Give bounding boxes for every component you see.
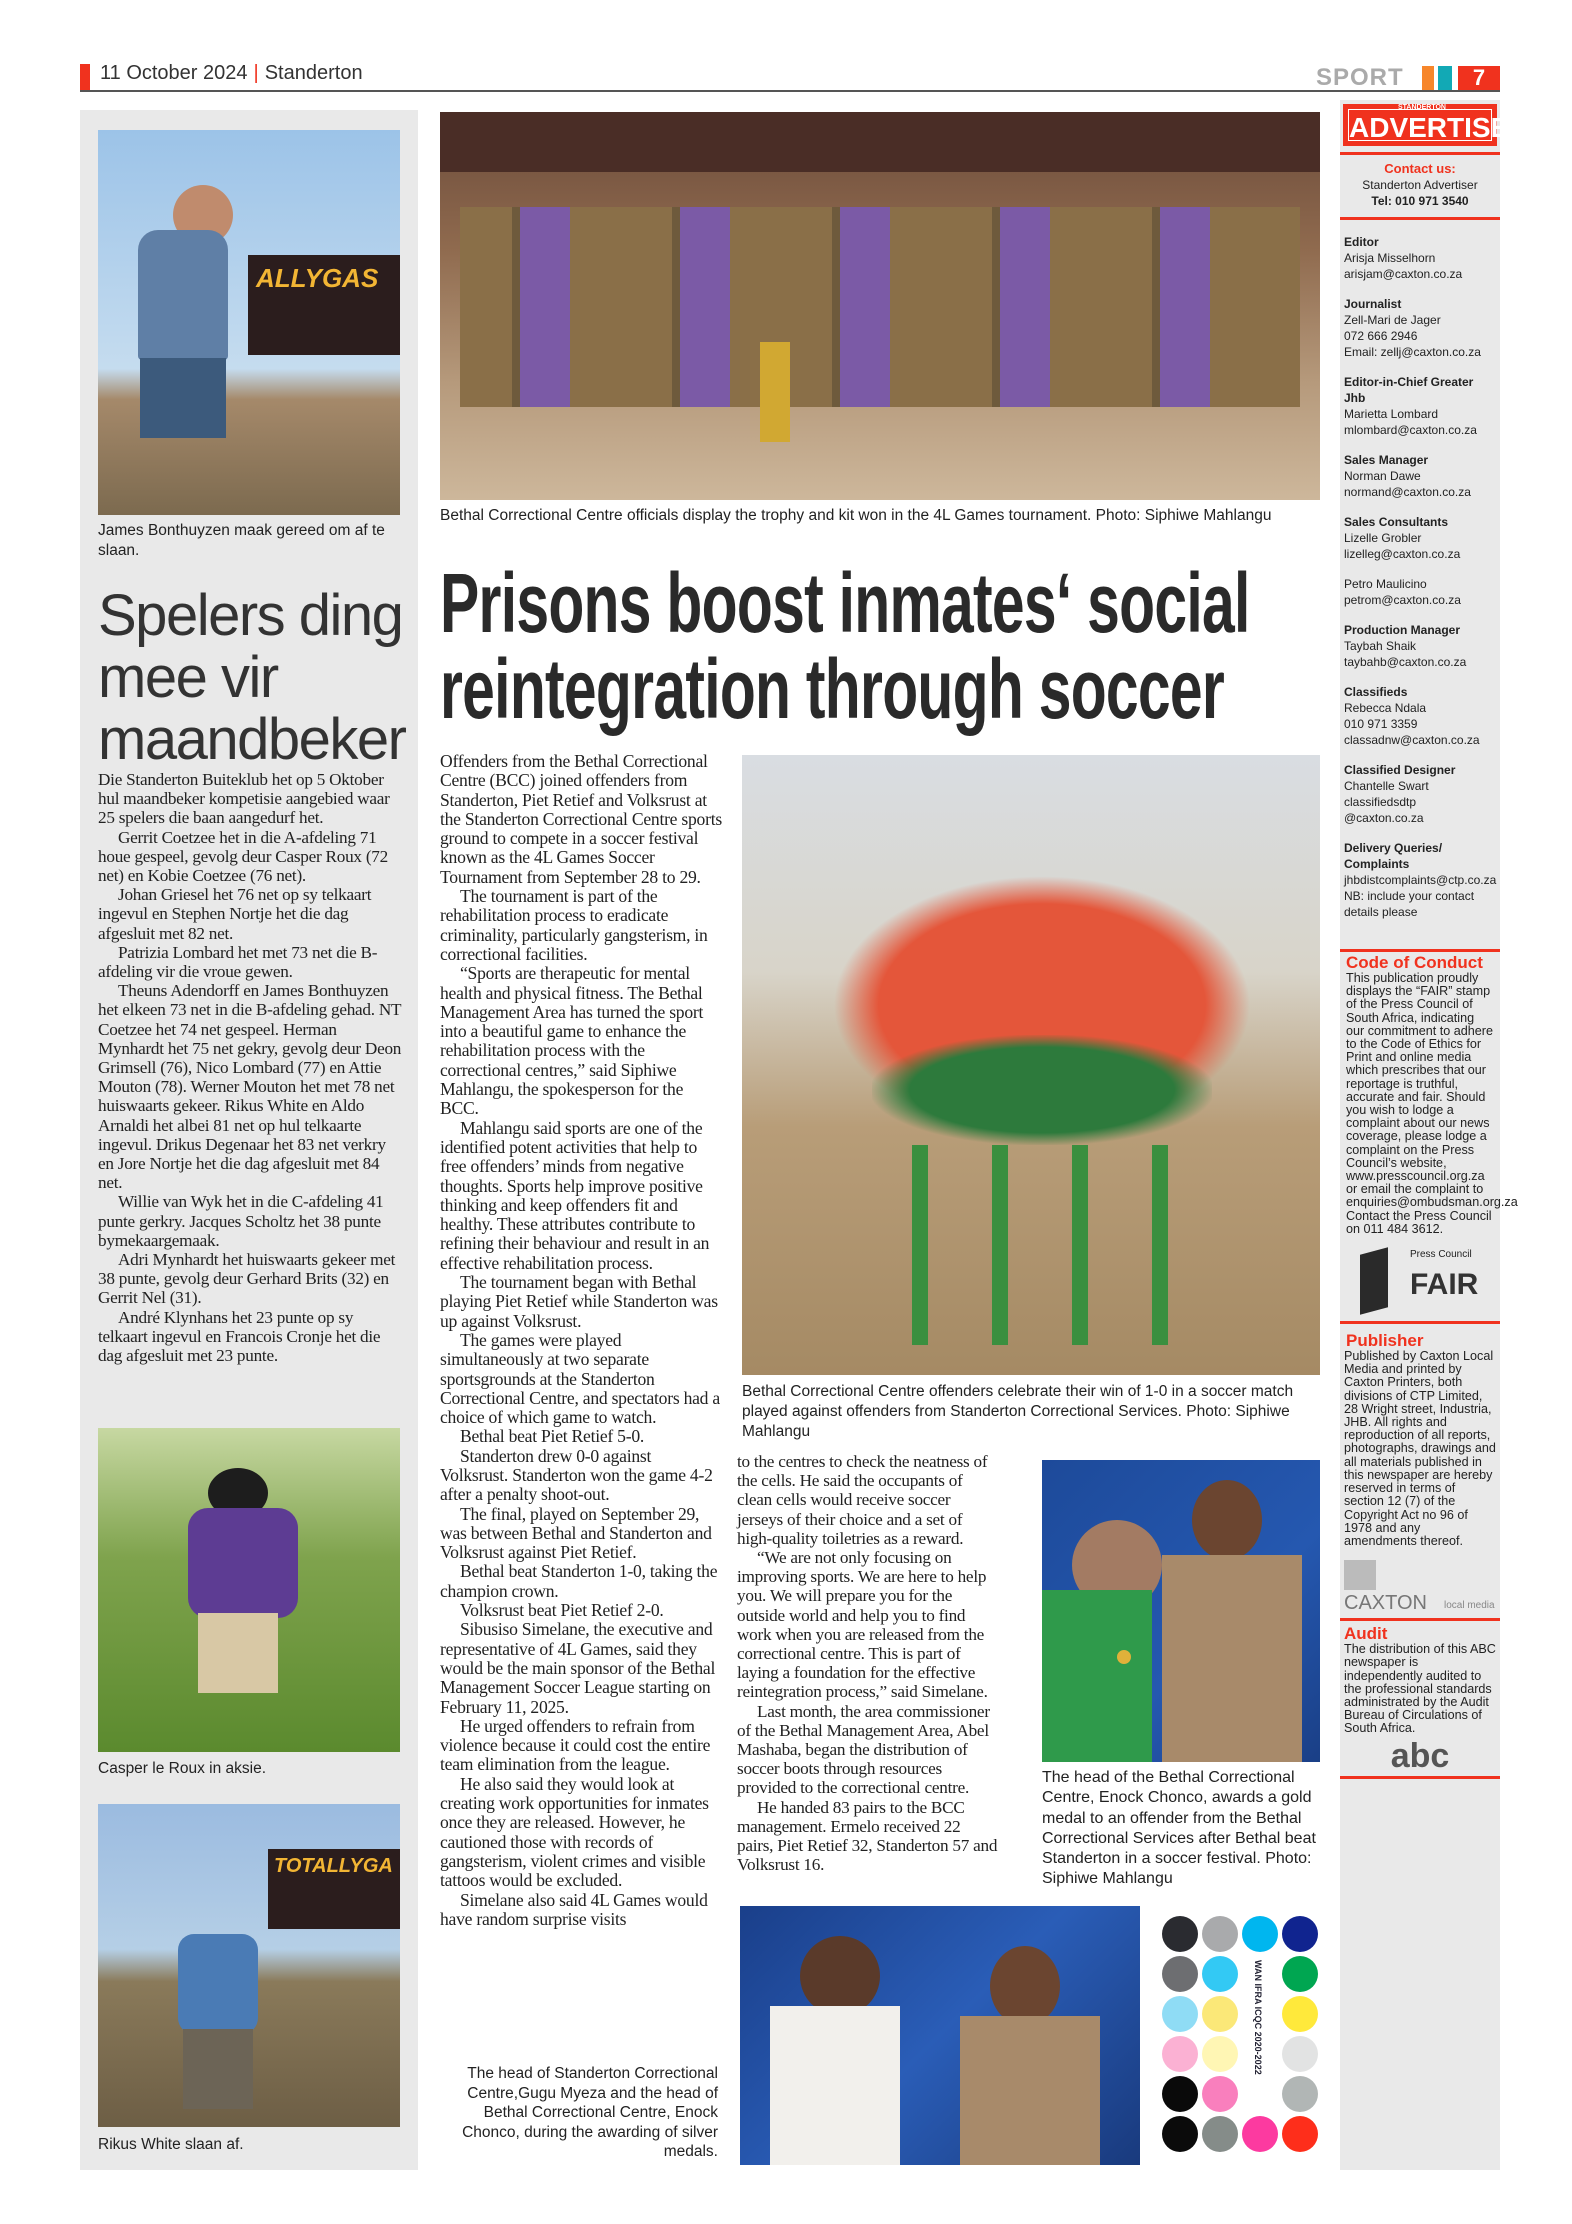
audit-title: Audit <box>1344 1624 1388 1644</box>
divider <box>1340 217 1500 220</box>
color-swatch <box>1242 1916 1278 1952</box>
photo-caption: The head of Standerton Correctional Centre,Gugu Myeza and the head of Bethal Correctional Centre, Enock Chonco, during the awarding of silver medals. <box>462 2065 718 2160</box>
staff-detail: 010 971 3359 <box>1344 717 1418 731</box>
photo-caption: Casper le Roux in aksie. <box>98 1760 266 1777</box>
contact-title: Contact us: <box>1384 161 1456 176</box>
staff-detail: Norman Dawe <box>1344 469 1421 483</box>
staff-entry <box>1340 514 1500 562</box>
staff-role: Sales Consultants <box>1344 515 1449 529</box>
staff-role: Editor-in-Chief Greater Jhb <box>1344 375 1474 405</box>
staff-detail: Rebecca Ndala <box>1344 701 1427 715</box>
code-of-conduct-title: Code of Conduct <box>1346 953 1483 972</box>
wan-ifra-label: WAN IFRA ICQC 2020-2022 <box>1253 1960 1263 2075</box>
publisher-title: Publisher <box>1346 1331 1424 1351</box>
paragraph: Adri Mynhardt het huiswaarts gekeer met 38 punte, gevolg deur Gerhard Brits (32) en Gerrit Nel (31). <box>98 1250 396 1308</box>
golfer-trousers <box>183 2029 253 2109</box>
fair-mark-icon <box>1360 1247 1388 1315</box>
header-dateline <box>100 62 363 85</box>
staff-entry <box>1340 762 1500 826</box>
photo-caption: Rikus White slaan af. <box>98 2136 244 2153</box>
abc-logo: abc <box>1390 1736 1450 1775</box>
golfer-teeoff-photo <box>98 1804 400 2127</box>
color-swatch <box>1202 1916 1238 1952</box>
paragraph: The final, played on September 29, was between Bethal and Standerton and Volksrust against Piet Retief. <box>440 1503 712 1563</box>
section-label: SPORT <box>1316 64 1404 91</box>
headline-line: Prisons boost inmates‘ social <box>440 556 1250 650</box>
paragraph: Volksrust beat Piet Retief 2-0. <box>460 1600 664 1621</box>
staff-detail: lizelleg@caxton.co.za <box>1344 547 1461 561</box>
paragraph: The tournament is part of the rehabilitation process to eradicate criminality, particularly gangsterism, in correctional facilities. <box>440 886 708 964</box>
color-swatch <box>1202 1996 1238 2032</box>
paragraph: Bethal beat Piet Retief 5-0. <box>460 1426 645 1447</box>
staff-entry <box>1340 296 1500 360</box>
paragraph: Mahlangu said sports are one of the identified potent activities that help to free offenders’ minds from negative thoughts. Sports help improve positive thinking and keep offenders fit and healthy. These attributes contribute to refining their behaviour and result in an effective rehabilitation process. <box>440 1117 710 1273</box>
soccer-celebration-photo <box>742 755 1320 1375</box>
golfer-shorts <box>198 1613 278 1693</box>
billboard-sign: TOTALLYGA <box>268 1849 400 1929</box>
golfer-shirt <box>188 1508 298 1618</box>
photo-caption: Bethal Correctional Centre officials display the trophy and kit won in the 4L Games tournament. Photo: Siphiwe Mahlangu <box>440 507 1272 524</box>
golfer-shirt <box>138 230 228 360</box>
advertiser-logo <box>1343 104 1530 146</box>
staff-detail: normand@caxton.co.za <box>1344 485 1471 499</box>
story-headline: Spelers ding mee vir maandbeker <box>98 583 406 772</box>
silver-medals-photo <box>740 1906 1140 2165</box>
audit-text: The distribution of this ABC newspaper is independently audited to the professional standards administrated by the Audit Bureau of Circulations of South Africa. <box>1344 1642 1496 1736</box>
staff-detail: Taybah Shaik <box>1344 639 1417 653</box>
press-council-fair-logo <box>1340 1236 1500 1321</box>
staff-detail: @caxton.co.za <box>1344 811 1424 825</box>
caxton-text: CAXTON <box>1344 1592 1427 1615</box>
header-accent-bar <box>80 64 90 90</box>
staff-detail: 072 666 2946 <box>1344 329 1418 343</box>
fair-small-text: Press Council <box>1410 1249 1472 1261</box>
color-swatch <box>1202 2076 1238 2112</box>
gold-medal <box>1117 1650 1131 1664</box>
staff-role: Editor <box>1344 235 1379 249</box>
separator: | <box>253 62 259 84</box>
staff-detail: taybahb@caxton.co.za <box>1344 655 1467 669</box>
photo-caption: Bethal Correctional Centre offenders celebrate their win of 1-0 in a soccer match played against offenders from Standerton Correctional Services. Photo: Siphiwe Mahlangu <box>742 1383 1294 1440</box>
caxton-mark-icon <box>1344 1560 1376 1590</box>
color-swatch <box>1282 2036 1318 2072</box>
color-swatch <box>1162 1956 1198 1992</box>
staff-role: Delivery Queries/ Complaints <box>1344 841 1443 871</box>
article-column-1 <box>440 752 722 1929</box>
paragraph: The tournament began with Bethal playing Piet Retief while Standerton was up against Volksrust. <box>440 1272 718 1331</box>
paragraph: He urged offenders to refrain from violence because it could cost the entire team elimination from the league. <box>440 1715 711 1775</box>
color-swatch <box>1162 2036 1198 2072</box>
paragraph: “We are not only focusing on improving sports. We are here to help you. We will prepare you for the outside world and help you to find work when you are released from the correctional centre. This is part of laying a foundation for the effective reintegration process,” said Simelane. <box>737 1548 988 1702</box>
staff-entry <box>1340 684 1500 748</box>
official-uniform <box>1162 1555 1302 1762</box>
color-swatch <box>1162 2116 1198 2152</box>
building-roof <box>440 112 1320 172</box>
logo-text: ADVERTISER <box>1348 109 1492 141</box>
code-of-conduct-text: This publication proudly displays the “FAIR” stamp of the Press Council of South Africa, indicating our commitment to adhere to the Code of Ethics for Print and online media which prescribes that our reportage is truthful, accurate and fair. Should you wish to lodge a complaint about our news coverage, please lodge a complaint on the Press Council’s website, www.presscouncil.org.za or email the complaint to enquiries@ombudsman.org.za Contact the Press Council on 011 484 3612. <box>1346 971 1518 1236</box>
officials-trophy-photo <box>440 112 1320 500</box>
staff-detail: arisjam@caxton.co.za <box>1344 267 1463 281</box>
staff-detail: Email: zellj@caxton.co.za <box>1344 345 1481 359</box>
staff-entry <box>1340 840 1500 920</box>
paragraph: Standerton drew 0-0 against Volksrust. Standerton won the game 4-2 after a penalty shoot-out. <box>440 1445 713 1505</box>
paragraph: to the centres to check the neatness of the cells. He said the occupants of clean cells would receive soccer jerseys of their choice and a set of high-quality toiletries as a reward. <box>737 1452 988 1548</box>
players-socks <box>882 1145 1182 1345</box>
staff-detail: NB: include your contact details please <box>1344 889 1475 919</box>
golfer-shorts <box>140 358 226 438</box>
paragraph: Last month, the area commissioner of the Bethal Management Area, Abel Mashaba, began the distribution of soccer boots through resources provided to the correctional centre. <box>737 1701 990 1798</box>
staff-detail: petrom@caxton.co.za <box>1344 593 1461 607</box>
logo-tag: STANDERTON <box>1395 104 1449 111</box>
edition-location: Standerton <box>264 62 363 84</box>
staff-detail: Arisja Misselhorn <box>1344 251 1436 265</box>
contact-phone: Tel: 010 971 3540 <box>1371 194 1469 208</box>
paragraph: André Klynhans het 23 punte op sy telkaart ingevul en Francois Cronje het die dag afgesluit met 23 punte. <box>98 1307 381 1366</box>
billboard-sign: ALLYGAS <box>248 255 400 355</box>
staff-entry <box>1340 374 1500 438</box>
golfer-putting-photo <box>98 1428 400 1752</box>
fair-text: FAIR <box>1410 1268 1479 1302</box>
staff-detail: Petro Maulicino <box>1344 577 1427 591</box>
staff-role: Journalist <box>1344 297 1402 311</box>
contact-name: Standerton Advertiser <box>1362 178 1478 192</box>
staff-detail: jhbdistcomplaints@ctp.co.za <box>1344 873 1497 887</box>
staff-role: Sales Manager <box>1344 453 1429 467</box>
staff-role: Classified Designer <box>1344 763 1456 777</box>
color-swatch <box>1282 1956 1318 1992</box>
color-swatch <box>1282 1996 1318 2032</box>
official-head <box>1192 1480 1262 1560</box>
color-swatch <box>1162 1996 1198 2032</box>
paragraph: “Sports are therapeutic for mental health and physical fitness. The Bethal Management Area has turned the sport into a beautiful game to enhance the rehabilitation process with the correctional centres,” said Siphiwe Mahlangu, the spokesperson for the BCC. <box>440 963 704 1119</box>
staff-list <box>1340 234 1500 949</box>
issue-date: 11 October 2024 <box>100 62 248 84</box>
man-head <box>990 1946 1060 2026</box>
staff-detail: mlombard@caxton.co.za <box>1344 423 1477 437</box>
staff-detail: classadnw@caxton.co.za <box>1344 733 1480 747</box>
photo-caption: James Bonthuyzen maak gereed om af te slaan. <box>98 522 385 559</box>
staff-role: Classifieds <box>1344 685 1408 699</box>
paragraph: Willie van Wyk het in die C-afdeling 41 punte gerkry. Jacques Scholtz het 38 punte bymekaargemaak. <box>98 1192 384 1250</box>
paragraph: Offenders from the Bethal Correctional Centre (BCC) joined offenders from Standerton, Piet Retief and Volksrust at the Standerton Correctional Centre sports ground to compete in a soccer festival known as the 4L Games Soccer Tournament from September 28 to 29. <box>440 751 722 887</box>
article-column-2 <box>737 1452 999 1874</box>
article-headline <box>440 556 1280 736</box>
staff-detail: Marietta Lombard <box>1344 407 1439 421</box>
color-swatch <box>1202 2036 1238 2072</box>
staff-role: Production Manager <box>1344 623 1461 637</box>
paragraph: He handed 83 pairs to the BCC management. Ermelo received 22 pairs, Piet Retief 32, Standerton 57 and Volksrust 16. <box>737 1797 998 1875</box>
paragraph: Sibusiso Simelane, the executive and representative of 4L Games, said they would be the main sponsor of the Bethal Management Soccer League starting on February 11, 2025. <box>440 1619 716 1717</box>
caxton-sub: local media <box>1444 1600 1495 1612</box>
golfer-swing-photo <box>98 130 400 515</box>
header-rule <box>80 90 1500 92</box>
woman-shirt <box>770 2006 900 2165</box>
staff-detail: Lizelle Grobler <box>1344 531 1422 545</box>
paragraph: Bethal beat Standerton 1-0, taking the champion crown. <box>440 1561 718 1601</box>
print-color-control-chart <box>1156 1908 1324 2162</box>
staff-entry <box>1340 622 1500 670</box>
paragraph: Johan Griesel het 76 net op sy telkaart ingevul en Stephen Nortje het die dag afgesluit met 82 net. <box>98 885 372 943</box>
staff-entry <box>1340 452 1500 500</box>
color-swatch <box>1242 2116 1278 2152</box>
contact-block <box>1340 155 1500 217</box>
players-green-shorts <box>872 1035 1212 1145</box>
color-swatch <box>1282 2116 1318 2152</box>
paragraph: Simelane also said 4L Games would have random surprise visits <box>440 1889 708 1929</box>
officials-group <box>460 207 1300 407</box>
caxton-logo <box>1340 1548 1500 1618</box>
staff-detail: Zell-Mari de Jager <box>1344 313 1441 327</box>
color-swatch <box>1162 1916 1198 1952</box>
paragraph: Theuns Adendorff en James Bonthuyzen het elkeen 73 net in die B-afdeling gehad. NT Coetzee het 74 net gespeel. Herman Mynhardt het 75 net gekry, gevolg deur Deon Grimsell (76), Nico Lombard (77) en Attie Mouton (78). Werner Mouton het met 78 net huiswaarts gekeer. Rikus White en Aldo Arnaldi het albei 81 net op hul telkaarte ingevul. Drikus Degenaar het 83 net verkry en Jore Nortje het die dag afgesluit met 84 net. <box>98 981 402 1193</box>
headline-line: reintegration through soccer <box>440 642 1225 736</box>
golfer-shirt <box>178 1934 258 2034</box>
paragraph: The games were played simultaneously at two separate sportsgrounds at the Standerton Correctional Centre, and spectators had a choice of which game to watch. <box>440 1329 720 1428</box>
woman-head <box>800 1936 880 2016</box>
color-swatch <box>1202 1956 1238 1992</box>
page-number: 7 <box>1458 66 1500 90</box>
divider <box>1340 1776 1500 1779</box>
gold-medal-photo <box>1042 1460 1320 1762</box>
offender-jersey <box>1042 1590 1152 1762</box>
masthead-sidebar <box>1340 100 1530 2170</box>
photo-caption: The head of the Bethal Correctional Centre, Enock Chonco, awards a gold medal to an offender from the Bethal Correctional Services after Bethal beat Standerton in a soccer festival. Photo: Siphiwe Mahlangu <box>1042 1769 1316 1888</box>
staff-entry <box>1340 576 1500 608</box>
story-body <box>98 770 402 1365</box>
color-swatch <box>1282 1916 1318 1952</box>
paragraph: Gerrit Coetzee het in die A-afdeling 71 houe gespeel, gevolg deur Casper Roux (72 net) en Kobie Coetzee (76 net). <box>98 827 388 886</box>
color-swatch <box>1282 2076 1318 2112</box>
staff-entry <box>1340 234 1500 282</box>
color-swatch <box>1202 2116 1238 2152</box>
man-uniform <box>960 2016 1100 2165</box>
staff-detail: Chantelle Swart <box>1344 779 1429 793</box>
paragraph: Die Standerton Buiteklub het op 5 Oktober hul maandbeker kompetisie aangebied waar 25 spelers die baan aangedurf het. <box>98 770 390 828</box>
paragraph: Patrizia Lombard het met 73 net die B-afdeling vir die vroue gewen. <box>98 942 378 982</box>
publisher-text: Published by Caxton Local Media and printed by Caxton Printers, both divisions of CTP Limited, 28 Wright street, Industria, JHB. All rights and reproduction of all reports, photographs, drawings and all materials published in this newspaper are hereby reserved in terms of section 12 (7) of the Copyright Act no 96 of 1978 and any amendments thereof. <box>1344 1349 1496 1548</box>
trophy <box>760 342 790 442</box>
teal-block <box>1438 66 1452 90</box>
orange-block <box>1422 66 1434 90</box>
color-swatch <box>1162 2076 1198 2112</box>
staff-detail: classifiedsdtp <box>1344 795 1417 809</box>
paragraph: He also said they would look at creating work opportunities for inmates once they are released. However, he cautioned those with records of gangsterism, violent crimes and visible tattoos would be excluded. <box>440 1773 709 1891</box>
